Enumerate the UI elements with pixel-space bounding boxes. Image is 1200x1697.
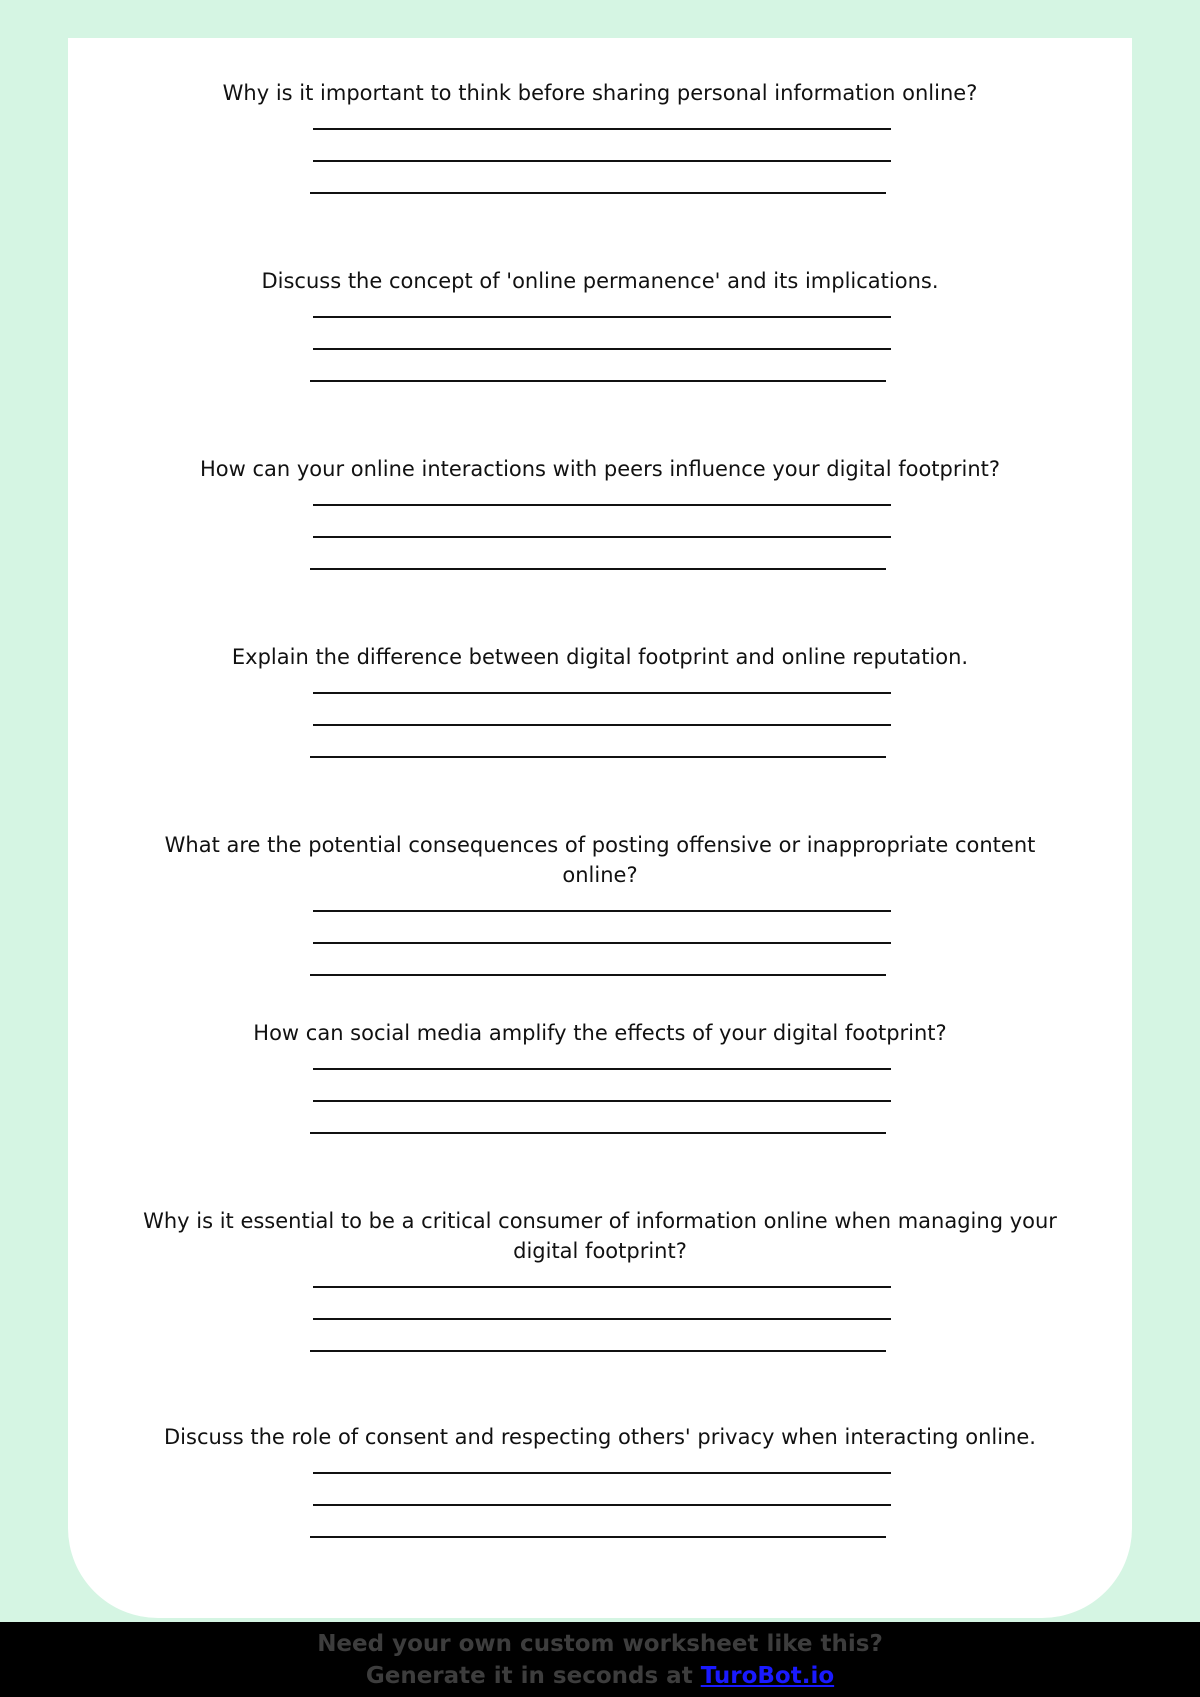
turobot-link[interactable]: TuroBot.io [700,1663,835,1689]
answer-line [310,380,886,382]
answer-line [313,1318,891,1320]
answer-lines [68,1068,1132,1134]
answer-line [310,1536,886,1538]
footer-line-2 [0,1660,1200,1692]
answer-line [310,1132,886,1134]
footer-line-1: Need your own custom worksheet like this? [317,1631,883,1657]
answer-line [313,128,891,130]
question-block [68,1422,1132,1538]
answer-lines [68,504,1132,570]
question-text: Why is it essential to be a critical consumer of information online when managing your digital footprint? [143,1209,1057,1263]
answer-line [313,724,891,726]
question-text: What are the potential consequences of posting offensive or inappropriate content online? [164,833,1036,887]
question-block [68,78,1132,194]
answer-lines [68,1286,1132,1352]
answer-line [313,1504,891,1506]
answer-lines [68,1472,1132,1538]
answer-line [313,942,891,944]
answer-line [310,568,886,570]
question-text: How can social media amplify the effects of your digital footprint? [253,1021,947,1045]
promo-footer [0,1622,1200,1697]
answer-line [313,504,891,506]
footer-line-2-prefix: Generate it in seconds at [365,1663,701,1689]
answer-line [313,160,891,162]
question-text: Discuss the role of consent and respecting others' privacy when interacting online. [164,1425,1036,1449]
answer-lines [68,128,1132,194]
worksheet-card [68,38,1132,1618]
question-block [68,1206,1132,1352]
answer-line [310,974,886,976]
answer-line [313,1286,891,1288]
answer-line [310,192,886,194]
answer-line [313,536,891,538]
question-text: Why is it important to think before sharing personal information online? [222,81,978,105]
answer-line [313,1100,891,1102]
answer-lines [68,910,1132,976]
question-text: How can your online interactions with peers influence your digital footprint? [199,457,1001,481]
answer-line [310,756,886,758]
answer-line [313,910,891,912]
question-block [68,1018,1132,1134]
answer-line [310,1350,886,1352]
question-text: Discuss the concept of 'online permanence' and its implications. [261,269,939,293]
question-text: Explain the difference between digital footprint and online reputation. [231,645,969,669]
question-block [68,266,1132,382]
answer-line [313,348,891,350]
answer-lines [68,316,1132,382]
answer-line [313,692,891,694]
answer-line [313,1068,891,1070]
question-block [68,642,1132,758]
question-block [68,454,1132,570]
answer-line [313,316,891,318]
question-block [68,830,1132,976]
answer-lines [68,692,1132,758]
answer-line [313,1472,891,1474]
